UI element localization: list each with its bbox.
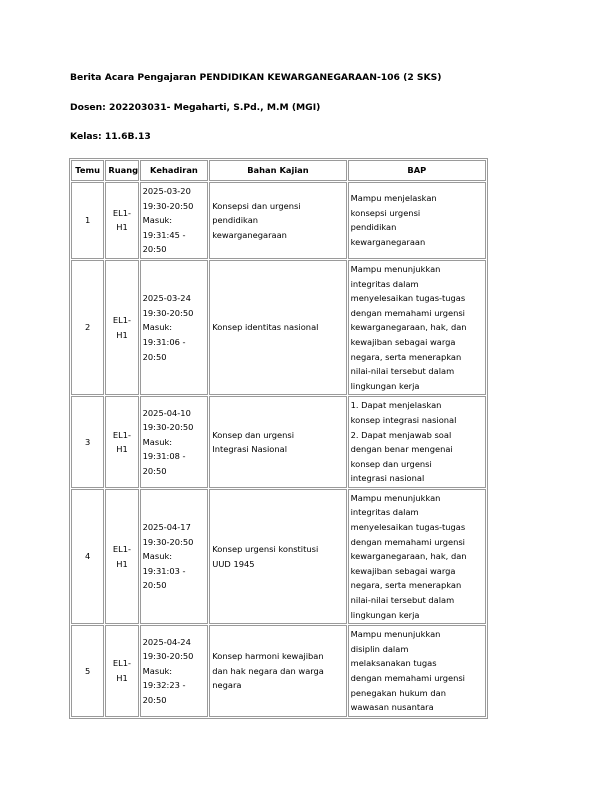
cell-ruang: EL1- H1 [105,396,138,488]
cell-kehadiran: 2025-04-17 19:30-20:50 Masuk: 19:31:03 - 20:50 [140,489,209,624]
lecturer-line: Dosen: 202203031- Megaharti, S.Pd., M.M (MGI) [70,102,321,113]
class-line: Kelas: 11.6B.13 [70,131,151,142]
cell-ruang: EL1- H1 [105,182,138,259]
cell-temu: 2 [71,260,104,395]
cell-bap: 1. Dapat menjelaskan konsep integrasi nasional 2. Dapat menjawab soal dengan benar mengenai konsep dan urgensi integrasi nasional [348,396,486,488]
cell-kehadiran: 2025-04-24 19:30-20:50 Masuk: 19:32:23 - 20:50 [140,625,209,717]
column-header-bap: BAP [348,160,486,181]
cell-temu: 1 [71,182,104,259]
cell-bahan-kajian: Konsep dan urgensi Integrasi Nasional [209,396,346,488]
cell-bahan-kajian: Konsep identitas nasional [209,260,346,395]
document-title: Berita Acara Pengajaran PENDIDIKAN KEWARGANEGARAAN-106 (2 SKS) [70,72,442,83]
cell-bahan-kajian: Konsep urgensi konstitusi UUD 1945 [209,489,346,624]
cell-kehadiran: 2025-03-24 19:30-20:50 Masuk: 19:31:06 - 20:50 [140,260,209,395]
cell-temu: 3 [71,396,104,488]
cell-bap: Mampu menunjukkan integritas dalam menyelesaikan tugas-tugas dengan memahami urgensi kewarganegaraan, hak, dan kewajiban sebagai warga negara, serta menerapkan nilai-nilai tersebut dalam lingkungan kerja [348,489,486,624]
cell-ruang: EL1- H1 [105,260,138,395]
cell-bap: Mampu menjelaskan konsepsi urgensi pendidikan kewarganegaraan [348,182,486,259]
cell-bap: Mampu menunjukkan disiplin dalam melaksanakan tugas dengan memahami urgensi penegakan hukum dan wawasan nusantara [348,625,486,717]
bap-table [69,158,488,719]
table-row [71,260,486,395]
column-header-bahan-kajian: Bahan Kajian [209,160,346,181]
cell-bahan-kajian: Konsepsi dan urgensi pendidikan kewarganegaraan [209,182,346,259]
cell-bap: Mampu menunjukkan integritas dalam menyelesaikan tugas-tugas dengan memahami urgensi kewarganegaraan, hak, dan kewajiban sebagai warga negara, serta menerapkan nilai-nilai tersebut dalam lingkungan kerja [348,260,486,395]
column-header-kehadiran: Kehadiran [140,160,209,181]
table-row [71,396,486,488]
cell-kehadiran: 2025-03-20 19:30-20:50 Masuk: 19:31:45 - 20:50 [140,182,209,259]
cell-temu: 5 [71,625,104,717]
table-row [71,489,486,624]
column-header-temu: Temu [71,160,104,181]
cell-ruang: EL1- H1 [105,625,138,717]
column-header-ruang: Ruang [105,160,138,181]
table-row [71,625,486,717]
cell-ruang: EL1- H1 [105,489,138,624]
table-row [71,182,486,259]
cell-bahan-kajian: Konsep harmoni kewajiban dan hak negara dan warga negara [209,625,346,717]
table-header-row [71,160,486,181]
cell-temu: 4 [71,489,104,624]
cell-kehadiran: 2025-04-10 19:30-20:50 Masuk: 19:31:08 - 20:50 [140,396,209,488]
